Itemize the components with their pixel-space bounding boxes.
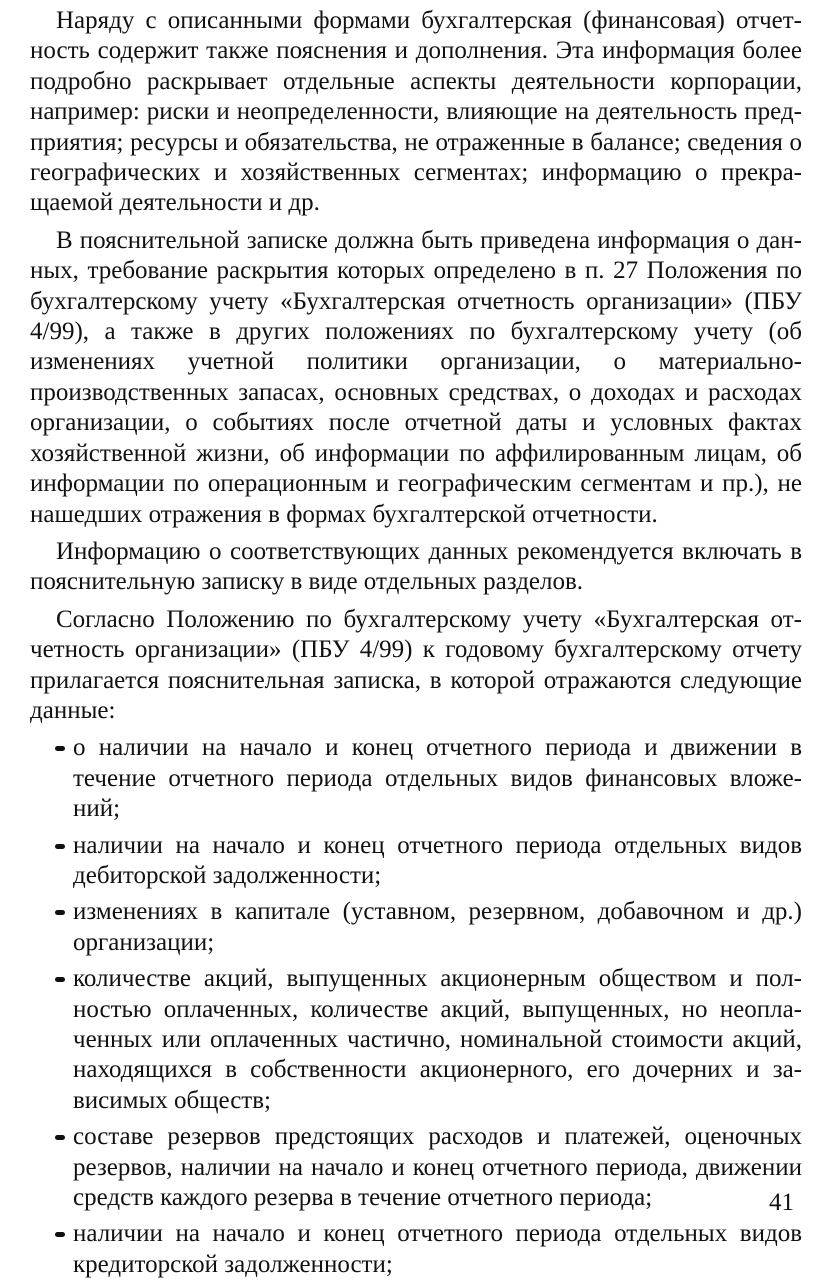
- list-item-text: наличии на начало и конец отчетного периода отдельных видов кредиторской задолженности;: [73, 1220, 802, 1278]
- list-item: [30, 831, 802, 892]
- paragraph-2: В пояснительной записке должна быть приведена информация о данных, требование раскрытия которых определено в п. 27 Положения по бухгалтерскому учету «Бухгалтерская отчетность организации» (ПБУ 4/99), а также в других положениях по бухгалтерскому учету (об изменениях учетной политики организации, о материально-производственных запасах, основных средствах, о доходах и расходах организации, о событиях после отчетной даты и условных фактах хозяйственной жизни, об информации по аффилированным лицам, об информации по операционным и географическим сегментам и пр.), не нашедших отражения в формах бухгалтерской отчетности.: [30, 226, 802, 528]
- list-item: [30, 1122, 802, 1213]
- list-item-text: изменениях в капитале (уставном, резервном, добавочном и др.) организации;: [73, 898, 802, 956]
- paragraph-4: Согласно Положению по бухгалтерскому учету «Бухгалтерская отчетность организации» (ПБУ 4/99) к годовому бухгалтерскому отчету прилагается пояснительная записка, в которой отражаются следующие данные:: [30, 605, 802, 724]
- bullet-list: [30, 733, 802, 1280]
- list-item: [30, 897, 802, 958]
- bullet-icon: [55, 1232, 65, 1237]
- list-item-text: количестве акций, выпущенных акционерным обществом и полностью оплаченных, количестве акций, выпущенных, но неоплаченных или оплаченных частично, номинальной стоимости акций, находящихся в собственности акционерного, его дочерних и зависимых обществ;: [73, 965, 802, 1114]
- bullet-icon: [55, 844, 65, 849]
- page-number: 41: [769, 1189, 794, 1216]
- bullet-icon: [55, 977, 65, 982]
- list-item-text: наличии на начало и конец отчетного периода отдельных видов дебиторской задолженности;: [73, 831, 802, 889]
- list-item-text: о наличии на начало и конец отчетного периода и движении в течение отчетного периода отдельных видов финансовых вложений;: [73, 734, 802, 823]
- bullet-icon: [55, 1135, 65, 1140]
- list-item: [30, 964, 802, 1116]
- bullet-icon: [55, 910, 65, 915]
- list-item: [30, 1219, 802, 1280]
- list-item: [30, 733, 802, 824]
- bullet-icon: [55, 746, 65, 751]
- paragraph-1: Наряду с описанными формами бухгалтерская (финансовая) отчетность содержит также пояснения и дополнения. Эта информация более подробно раскрывает отдельные аспекты деятельности корпорации, например: риски и неопределенности, влияющие на деятельность предприятия; ресурсы и обязательства, не отраженные в балансе; сведения о географических и хозяйственных сегментах; информацию о прекращаемой деятельности и др.: [30, 7, 802, 217]
- page-body: [30, 6, 802, 1286]
- list-item-text: составе резервов предстоящих расходов и платежей, оценочных резервов, наличии на начало и конец отчетного периода, движении средств каждого резерва в течение отчетного периода;: [73, 1123, 802, 1212]
- paragraph-3: Информацию о соответствующих данных рекомендуется включать в пояснительную записку в виде отдельных разделов.: [30, 537, 802, 596]
